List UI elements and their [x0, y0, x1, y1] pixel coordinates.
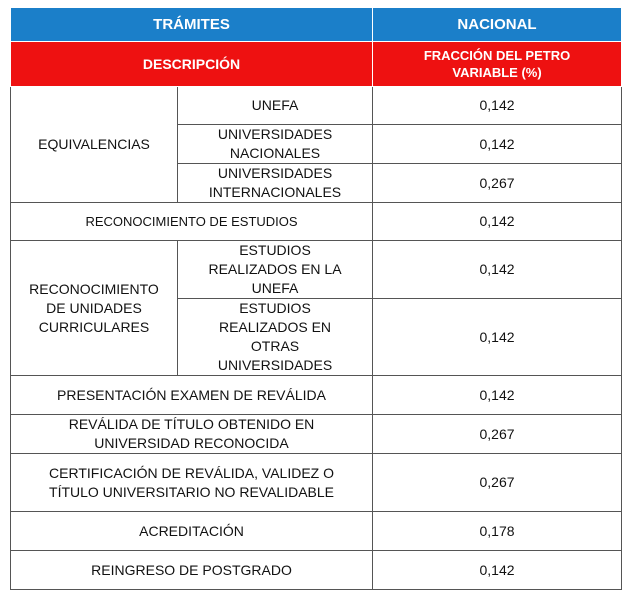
text-line: NACIONALES: [229, 145, 321, 161]
equivalencias-nacionales: [178, 125, 373, 164]
table-row: [11, 87, 622, 125]
reconocimiento-estudios-value: 0,142: [373, 203, 622, 241]
text-line: UNIVERSIDADES: [217, 165, 333, 181]
equivalencias-unefa: UNEFA: [178, 87, 373, 125]
text-line: INTERNACIONALES: [208, 184, 342, 200]
acreditacion-value: 0,178: [373, 512, 622, 551]
header-row-blue: [11, 8, 622, 42]
header-descripcion: DESCRIPCIÓN: [11, 42, 373, 87]
estudios-unefa-value: 0,142: [373, 241, 622, 299]
equivalencias-label: EQUIVALENCIAS: [11, 87, 178, 203]
text-line: CERTIFICACIÓN DE REVÁLIDA, VALIDEZ O: [49, 464, 334, 481]
equivalencias-internacionales: [178, 164, 373, 203]
header-tramites: TRÁMITES: [11, 8, 373, 42]
text-line: UNEFA: [251, 280, 299, 296]
equivalencias-internacionales-value: 0,267: [373, 164, 622, 203]
text-line: DE UNIDADES: [46, 299, 142, 316]
fees-table: [10, 7, 622, 590]
revalida-label: [11, 415, 373, 454]
table-row: [11, 454, 622, 512]
reconocimiento-estudios-label: RECONOCIMIENTO DE ESTUDIOS: [11, 203, 373, 241]
text-line: RECONOCIMIENTO: [29, 280, 159, 297]
estudios-otras: [178, 299, 373, 376]
table-row: [11, 376, 622, 415]
text-line: OTRAS: [250, 338, 300, 354]
header-row-red: [11, 42, 622, 87]
certificacion-label: [11, 454, 373, 512]
table-row: [11, 551, 622, 590]
table-row: [11, 512, 622, 551]
header-nacional: NACIONAL: [373, 8, 622, 42]
text-line: ESTUDIOS: [239, 242, 311, 258]
certificacion-value: 0,267: [373, 454, 622, 512]
header-fraccion-line1: FRACCIÓN DEL PETRO: [423, 48, 571, 63]
header-fraccion: [373, 42, 622, 87]
header-fraccion-line2: VARIABLE (%): [452, 65, 542, 80]
estudios-unefa: [178, 241, 373, 299]
estudios-otras-value: 0,142: [373, 299, 622, 376]
table-row: [11, 203, 622, 241]
acreditacion-label: ACREDITACIÓN: [11, 512, 373, 551]
presentacion-value: 0,142: [373, 376, 622, 415]
table-row: [11, 241, 622, 299]
text-line: CURRICULARES: [38, 318, 150, 335]
text-line: ESTUDIOS: [239, 300, 311, 316]
text-line: REALIZADOS EN: [218, 319, 332, 335]
presentacion-label: PRESENTACIÓN EXAMEN DE REVÁLIDA: [11, 376, 373, 415]
text-line: UNIVERSIDADES: [217, 357, 333, 373]
text-line: REVÁLIDA DE TÍTULO OBTENIDO EN: [68, 416, 315, 432]
text-line: TÍTULO UNIVERSITARIO NO REVALIDABLE: [49, 483, 334, 500]
text-line: REALIZADOS EN LA: [208, 261, 342, 277]
revalida-value: 0,267: [373, 415, 622, 454]
text-line: UNIVERSIDADES: [217, 126, 333, 142]
reconocimiento-unidades-label: [11, 241, 178, 376]
equivalencias-unefa-value: 0,142: [373, 87, 622, 125]
text-line: UNIVERSIDAD RECONOCIDA: [94, 435, 289, 451]
table-row: [11, 415, 622, 454]
equivalencias-nacionales-value: 0,142: [373, 125, 622, 164]
reingreso-value: 0,142: [373, 551, 622, 590]
reingreso-label: REINGRESO DE POSTGRADO: [11, 551, 373, 590]
